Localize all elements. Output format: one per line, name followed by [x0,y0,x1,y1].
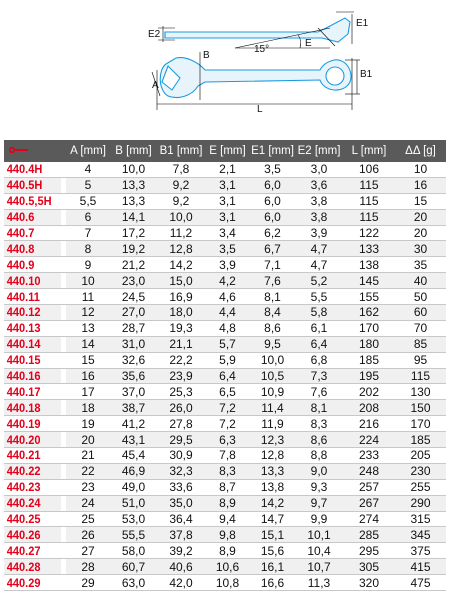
value-cell: 23 [66,479,110,495]
label-b: B [203,50,210,61]
reference-cell: 440.27 [4,543,61,559]
value-cell: 19,3 [157,320,205,336]
value-cell: 95 [395,352,446,368]
value-cell: 106 [343,162,395,177]
value-cell: 24 [66,495,110,511]
label-e: E [305,38,312,49]
value-cell: 18,0 [157,305,205,321]
value-cell: 17 [66,384,110,400]
value-cell: 7,6 [295,384,343,400]
value-cell: 115 [395,368,446,384]
reference-column-header [4,140,66,162]
value-cell: 195 [343,368,395,384]
table-row [4,543,446,559]
value-cell: 35 [395,257,446,273]
value-cell: 3,1 [205,193,250,209]
value-cell: 5,9 [205,352,250,368]
value-cell: 32,3 [157,463,205,479]
table-row [4,209,446,225]
value-cell: 40 [395,273,446,289]
column-header: A [mm] [66,140,110,162]
value-cell: 10,0 [250,352,295,368]
value-cell: 320 [343,575,395,591]
value-cell: 15,0 [157,273,205,289]
wrench-icon [8,145,30,155]
value-cell: 5,5 [295,289,343,305]
value-cell: 3,5 [205,241,250,257]
value-cell: 20 [395,225,446,241]
value-cell: 6,4 [295,336,343,352]
value-cell: 51,0 [110,495,157,511]
value-cell: 50 [395,289,446,305]
value-cell: 13,3 [110,193,157,209]
value-cell: 8,7 [205,479,250,495]
table-row [4,193,446,209]
value-cell: 13,3 [250,463,295,479]
value-cell: 6,8 [295,352,343,368]
label-l: L [257,104,263,115]
value-cell: 5,5 [66,193,110,209]
reference-cell: 440.29 [4,575,61,591]
wrench-spec-table [4,140,446,591]
value-cell: 115 [343,193,395,209]
table-row [4,575,446,591]
reference-cell: 440.17 [4,384,61,400]
column-header: B [mm] [110,140,157,162]
value-cell: 6,5 [205,384,250,400]
table-row [4,495,446,511]
value-cell: 150 [395,400,446,416]
value-cell: 60 [395,305,446,321]
value-cell: 3,8 [295,193,343,209]
value-cell: 37,8 [157,527,205,543]
value-cell: 25 [66,511,110,527]
value-cell: 6,3 [205,432,250,448]
reference-cell: 440.8 [4,241,61,257]
value-cell: 290 [395,495,446,511]
value-cell: 10,7 [295,559,343,575]
value-cell: 6,0 [250,177,295,193]
label-a: A [152,80,159,91]
value-cell: 43,1 [110,432,157,448]
value-cell: 257 [343,479,395,495]
value-cell: 8,1 [295,400,343,416]
value-cell: 11,4 [250,400,295,416]
value-cell: 345 [395,527,446,543]
value-cell: 7 [66,225,110,241]
value-cell: 170 [343,320,395,336]
value-cell: 4,7 [295,257,343,273]
value-cell: 274 [343,511,395,527]
label-e1: E1 [356,18,369,29]
value-cell: 7,8 [157,162,205,177]
table-row [4,416,446,432]
value-cell: 22,2 [157,352,205,368]
value-cell: 60,7 [110,559,157,575]
value-cell: 27,0 [110,305,157,321]
label-b1: B1 [360,69,373,80]
column-header: L [mm] [343,140,395,162]
value-cell: 8,9 [205,543,250,559]
value-cell: 205 [395,448,446,464]
value-cell: 305 [343,559,395,575]
value-cell: 13,3 [110,177,157,193]
value-cell: 14,1 [110,209,157,225]
value-cell: 30 [395,241,446,257]
value-cell: 285 [343,527,395,543]
value-cell: 295 [343,543,395,559]
table-row [4,479,446,495]
label-angle: 15° [254,44,270,55]
value-cell: 15,6 [250,543,295,559]
value-cell: 6,4 [205,368,250,384]
value-cell: 3,9 [205,257,250,273]
value-cell: 10,4 [295,543,343,559]
value-cell: 53,0 [110,511,157,527]
reference-cell: 440.4H [4,162,61,177]
value-cell: 5,2 [295,273,343,289]
value-cell: 31,0 [110,336,157,352]
value-cell: 9,4 [205,511,250,527]
value-cell: 42,0 [157,575,205,591]
column-header: ΔΔ [g] [395,140,446,162]
value-cell: 230 [395,463,446,479]
value-cell: 35,0 [157,495,205,511]
label-e2: E2 [148,29,161,40]
value-cell: 8,3 [205,463,250,479]
value-cell: 10,9 [250,384,295,400]
value-cell: 15 [66,352,110,368]
table-row [4,225,446,241]
reference-cell: 440.10 [4,273,61,289]
value-cell: 23,0 [110,273,157,289]
value-cell: 3,6 [295,177,343,193]
value-cell: 475 [395,575,446,591]
value-cell: 23,9 [157,368,205,384]
value-cell: 11,3 [295,575,343,591]
table-row [4,400,446,416]
value-cell: 130 [395,384,446,400]
value-cell: 35,6 [110,368,157,384]
value-cell: 21,1 [157,336,205,352]
table-row [4,273,446,289]
value-cell: 133 [343,241,395,257]
value-cell: 16 [395,177,446,193]
value-cell: 10,0 [157,209,205,225]
value-cell: 7,6 [250,273,295,289]
value-cell: 29,5 [157,432,205,448]
value-cell: 29 [66,575,110,591]
value-cell: 3,1 [205,177,250,193]
value-cell: 202 [343,384,395,400]
value-cell: 10,1 [295,527,343,543]
value-cell: 4,4 [205,305,250,321]
value-cell: 122 [343,225,395,241]
value-cell: 38,7 [110,400,157,416]
value-cell: 9,2 [157,177,205,193]
value-cell: 7,2 [205,416,250,432]
value-cell: 9,9 [295,511,343,527]
value-cell: 46,9 [110,463,157,479]
value-cell: 7,8 [205,448,250,464]
reference-cell: 440.9 [4,257,61,273]
value-cell: 41,2 [110,416,157,432]
value-cell: 36,4 [157,511,205,527]
value-cell: 11,9 [250,416,295,432]
value-cell: 9,2 [157,193,205,209]
value-cell: 208 [343,400,395,416]
column-header: B1 [mm] [157,140,205,162]
value-cell: 145 [343,273,395,289]
value-cell: 11 [66,289,110,305]
value-cell: 13,8 [250,479,295,495]
reference-cell: 440.18 [4,400,61,416]
value-cell: 3,8 [295,209,343,225]
value-cell: 25,3 [157,384,205,400]
value-cell: 12,8 [157,241,205,257]
value-cell: 138 [343,257,395,273]
value-cell: 12,3 [250,432,295,448]
column-header: E [mm] [205,140,250,162]
value-cell: 233 [343,448,395,464]
reference-cell: 440.25 [4,511,61,527]
value-cell: 375 [395,543,446,559]
value-cell: 8,8 [295,448,343,464]
wrench-side-view [165,18,350,42]
value-cell: 16,1 [250,559,295,575]
value-cell: 6,7 [250,241,295,257]
reference-cell: 440.5H [4,177,61,193]
column-header: E2 [mm] [295,140,343,162]
value-cell: 14,2 [157,257,205,273]
wrench-dimension-diagram [0,0,450,128]
value-cell: 4,7 [295,241,343,257]
value-cell: 4 [66,162,110,177]
reference-cell: 440.15 [4,352,61,368]
value-cell: 6,0 [250,193,295,209]
value-cell: 6 [66,209,110,225]
table-header-row [4,140,446,162]
value-cell: 7,3 [295,368,343,384]
value-cell: 22 [66,463,110,479]
value-cell: 3,5 [250,162,295,177]
value-cell: 115 [343,177,395,193]
value-cell: 14,7 [250,511,295,527]
value-cell: 3,9 [295,225,343,241]
table-row [4,257,446,273]
value-cell: 162 [343,305,395,321]
value-cell: 24,5 [110,289,157,305]
value-cell: 12 [66,305,110,321]
value-cell: 39,2 [157,543,205,559]
value-cell: 19 [66,416,110,432]
table-row [4,384,446,400]
table-row [4,368,446,384]
value-cell: 58,0 [110,543,157,559]
value-cell: 6,2 [250,225,295,241]
value-cell: 15 [395,193,446,209]
reference-cell: 440.11 [4,289,61,305]
value-cell: 315 [395,511,446,527]
value-cell: 13 [66,320,110,336]
reference-cell: 440.23 [4,479,61,495]
value-cell: 63,0 [110,575,157,591]
value-cell: 15,1 [250,527,295,543]
value-cell: 12,8 [250,448,295,464]
value-cell: 248 [343,463,395,479]
table-row [4,305,446,321]
column-header: E1 [mm] [250,140,295,162]
value-cell: 28 [66,559,110,575]
value-cell: 5 [66,177,110,193]
value-cell: 6,0 [250,209,295,225]
value-cell: 224 [343,432,395,448]
value-cell: 4,2 [205,273,250,289]
value-cell: 55,5 [110,527,157,543]
value-cell: 10,6 [205,559,250,575]
value-cell: 9 [66,257,110,273]
value-cell: 415 [395,559,446,575]
value-cell: 37,0 [110,384,157,400]
reference-cell: 440.6 [4,209,61,225]
value-cell: 8,6 [250,320,295,336]
value-cell: 5,8 [295,305,343,321]
value-cell: 10,5 [250,368,295,384]
table-row [4,352,446,368]
value-cell: 27,8 [157,416,205,432]
value-cell: 7,2 [205,400,250,416]
reference-cell: 440.28 [4,559,61,575]
value-cell: 3,0 [295,162,343,177]
value-cell: 16,9 [157,289,205,305]
value-cell: 20 [395,209,446,225]
value-cell: 3,4 [205,225,250,241]
table-row [4,463,446,479]
value-cell: 185 [395,432,446,448]
table-row [4,320,446,336]
value-cell: 45,4 [110,448,157,464]
value-cell: 4,6 [205,289,250,305]
reference-cell: 440.13 [4,320,61,336]
table-row [4,432,446,448]
value-cell: 8,3 [295,416,343,432]
value-cell: 26 [66,527,110,543]
table-row [4,336,446,352]
reference-cell: 440.20 [4,432,61,448]
value-cell: 3,1 [205,209,250,225]
value-cell: 170 [395,416,446,432]
value-cell: 10 [395,162,446,177]
value-cell: 16 [66,368,110,384]
reference-cell: 440.12 [4,305,61,321]
table-row [4,527,446,543]
value-cell: 49,0 [110,479,157,495]
reference-cell: 440.22 [4,463,61,479]
reference-cell: 440.21 [4,448,61,464]
value-cell: 5,7 [205,336,250,352]
value-cell: 10,0 [110,162,157,177]
value-cell: 28,7 [110,320,157,336]
table-row [4,241,446,257]
table-row [4,511,446,527]
value-cell: 20 [66,432,110,448]
value-cell: 10 [66,273,110,289]
table-row [4,177,446,193]
value-cell: 9,3 [295,479,343,495]
value-cell: 267 [343,495,395,511]
value-cell: 10,8 [205,575,250,591]
value-cell: 6,1 [295,320,343,336]
value-cell: 40,6 [157,559,205,575]
value-cell: 17,2 [110,225,157,241]
value-cell: 18 [66,400,110,416]
value-cell: 115 [343,209,395,225]
value-cell: 27 [66,543,110,559]
value-cell: 185 [343,352,395,368]
value-cell: 30,9 [157,448,205,464]
value-cell: 21 [66,448,110,464]
reference-cell: 440.24 [4,495,61,511]
value-cell: 70 [395,320,446,336]
table-row [4,289,446,305]
value-cell: 33,6 [157,479,205,495]
reference-cell: 440.19 [4,416,61,432]
value-cell: 32,6 [110,352,157,368]
reference-cell: 440.14 [4,336,61,352]
value-cell: 9,8 [205,527,250,543]
value-cell: 8,4 [250,305,295,321]
value-cell: 2,1 [205,162,250,177]
value-cell: 14,2 [250,495,295,511]
value-cell: 21,2 [110,257,157,273]
value-cell: 9,5 [250,336,295,352]
value-cell: 19,2 [110,241,157,257]
reference-cell: 440.7 [4,225,61,241]
value-cell: 7,1 [250,257,295,273]
table-row [4,448,446,464]
value-cell: 8 [66,241,110,257]
value-cell: 8,6 [295,432,343,448]
value-cell: 216 [343,416,395,432]
value-cell: 180 [343,336,395,352]
value-cell: 11,2 [157,225,205,241]
value-cell: 8,9 [205,495,250,511]
value-cell: 9,7 [295,495,343,511]
value-cell: 4,8 [205,320,250,336]
value-cell: 16,6 [250,575,295,591]
reference-cell: 440.5,5H [4,193,61,209]
table-row [4,559,446,575]
value-cell: 255 [395,479,446,495]
table-body [4,162,446,591]
value-cell: 14 [66,336,110,352]
table-row [4,162,446,177]
value-cell: 8,1 [250,289,295,305]
value-cell: 85 [395,336,446,352]
reference-cell: 440.26 [4,527,61,543]
value-cell: 9,0 [295,463,343,479]
reference-cell: 440.16 [4,368,61,384]
value-cell: 155 [343,289,395,305]
value-cell: 26,0 [157,400,205,416]
wrench-top-view [160,58,351,98]
